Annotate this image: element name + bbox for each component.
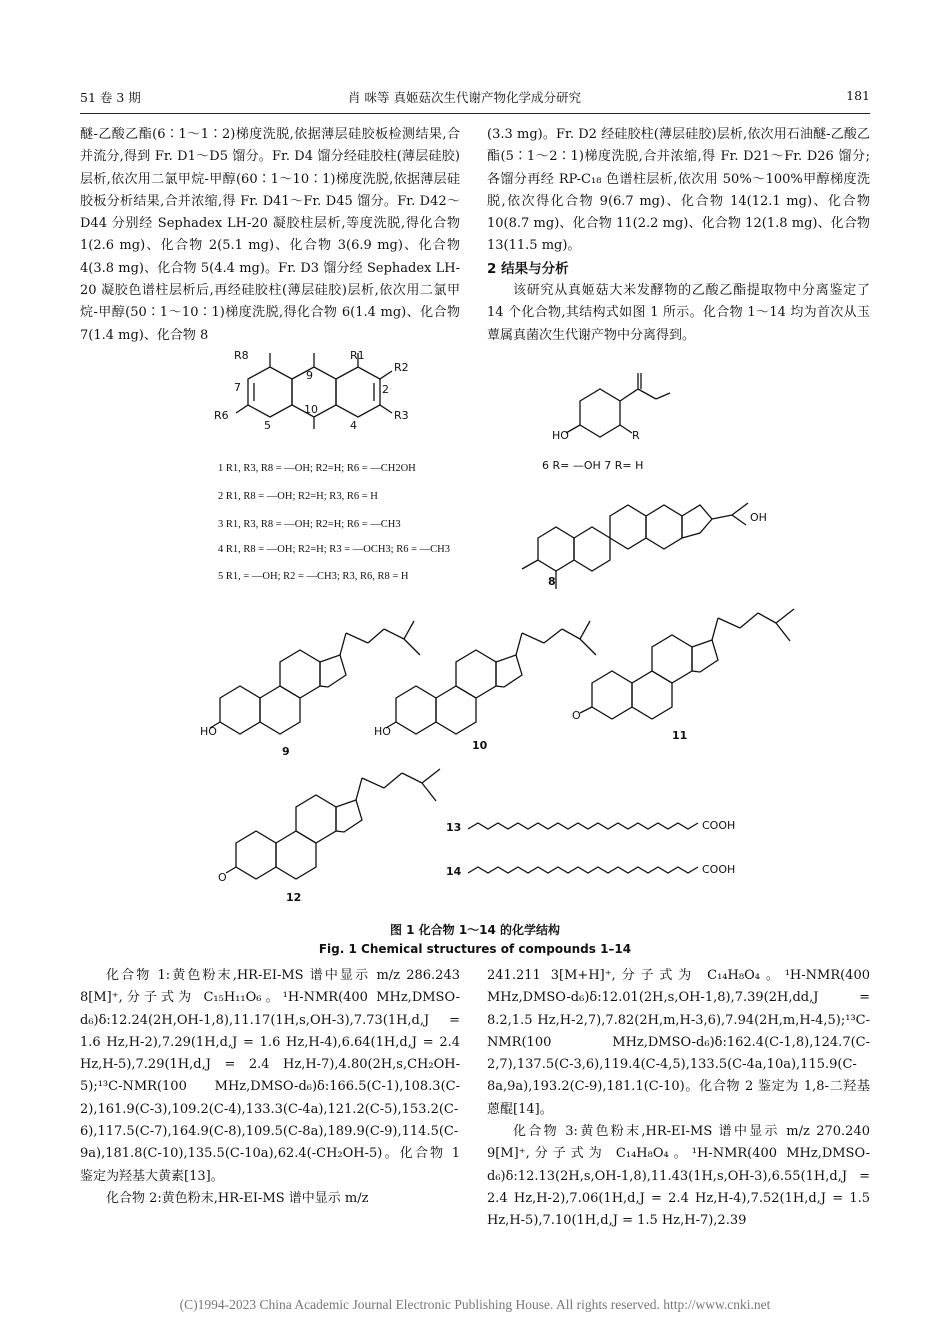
left-column-bottom [80, 965, 460, 1210]
compound-number-13: 13 [446, 821, 462, 834]
fatty-acid-14 [468, 867, 698, 873]
sterone-structure-12 [226, 769, 440, 879]
paragraph-compound-2: 化合物 2:黄色粉末,HR-EI-MS 谱中显示 m/z [106, 1190, 369, 1206]
page-number: 181 [846, 88, 870, 103]
section-heading: 2 结果与分析 [487, 260, 569, 277]
paragraph: 醚-乙酸乙酯(6∶1～1∶2)梯度洗脱,依据薄层硅胶板检测结果,合并流分,得到 Fr. D1～D5 馏分。Fr. D4 馏分经硅胶柱(薄层硅胶)层析,依次用二氯甲烷-甲醇(60∶1～10∶1)梯度洗脱,依据薄层硅胶板分析结果,合并浓缩,得 Fr. D41～Fr. D45 馏分。Fr. D42～D44 分别经 Sephadex LH-20 凝胶柱层析,等度洗脱,得化合物 1(2.6 mg)、化合物 2(5.1 mg)、化合物 3(6.9 mg)、化合物 4(3.8 mg)、化合物 5(4.4 mg)。Fr. D3 馏分经 Sephadex LH-20 凝胶色谱柱层析后,再经硅胶柱(薄层硅胶)层析,依次用二氯甲烷-甲醇(50∶1～10∶1)梯度洗脱,得化合物 6(1.4 mg)、化合物 7(1.4 mg)、化合物 8 [80, 127, 460, 343]
compound-number-9: 9 [282, 745, 290, 758]
compound-6-7-substituents: 6 R= —OH 7 R= H [542, 459, 644, 472]
paragraph-compound-2-cont: 241.211 3[M+H]⁺,分子式为 C₁₄H₈O₄。¹H-NMR(400 MHz,DMSO-d₆)δ:12.01(2H,s,OH-1,8),7.39(2H,dd,J = 8.2,1.5 Hz,H-2,7),7.82(2H,m,H-3,6),7.94(2H,m,H-4,5);¹³C-NMR(100 MHz,DMSO-d₆)δ:162.4(C-1,8),124.7(C-2,7),137.5(C-3,6),119.4(C-4,5),133.5(C-4a,10a),115.9(C-8a,9a),193.2(C-9),181.1(C-10)。化合物 2 鉴定为 1,8-二羟基蒽醌[14]。 [487, 968, 870, 1117]
paragraph-compound-1: 化合物 1:黄色粉末,HR-EI-MS 谱中显示 m/z 286.243 8[M]⁺,分子式为 C₁₅H₁₁O₆。¹H-NMR(400 MHz,DMSO-d₆)δ:12.24(2H,OH-1,8),11.17(1H,s,OH-3),7.73(1H,d,J = 1.6 Hz,H-2),7.29(1H,d,J = 1.6 Hz,H-4),6.64(1H,d,J = 2.4 Hz,H-5),7.29(1H,d,J = 2.4 Hz,H-7),4.80(2H,s,CH₂OH-5);¹³C-NMR(100 MHz,DMSO-d₆)δ:166.5(C-1),108.3(C-2),161.9(C-3),109.2(C-4),133.3(C-4a),121.2(C-5),153.2(C-6),117.5(C-7),164.9(C-8),109.5(C-8a),189.9(C-9),114.5(C-9a),181.8(C-10),135.5(C-10a),62.4(-CH₂OH-5)。化合物 1 鉴定为羟基大黄素[13]。 [80, 968, 460, 1184]
label-ho-9: HO [200, 725, 217, 738]
paragraph-compound-3: 化合物 3:黄色粉末,HR-EI-MS 谱中显示 m/z 270.240 9[M]⁺,分子式为 C₁₄H₈O₄。¹H-NMR(400 MHz,DMSO-d₆)δ:12.13(2H,s,OH-1,8),11.43(1H,s,OH-3),6.55(1H,d,J = 2.4 Hz,H-2),7.06(1H,d,J = 2.4 Hz,H-4),7.52(1H,d,J = 1.5 Hz,H-5),7.10(1H,d,J = 1.5 Hz,H-7),2.39 [487, 1124, 870, 1229]
right-column-bottom [487, 965, 870, 1233]
paragraph: (3.3 mg)。Fr. D2 经硅胶柱(薄层硅胶)层析,依次用石油醚-乙酸乙酯(5∶1～2∶1)梯度洗脱,合并浓缩,得 Fr. D21～Fr. D26 馏分;各馏分再经 RP-C₁₈ 色谱柱层析,依次用 50%～100%甲醇梯度洗脱,依次得化合物 9(6.7 mg)、化合物 14(12.1 mg)、化合物 10(8.7 mg)、化合物 11(2.2 mg)、化合物 12(1.8 mg)、化合物 13(11.5 mg)。 [487, 127, 870, 254]
right-column-top [487, 124, 870, 347]
label-r6: R6 [214, 409, 229, 422]
running-title: 肖 咪等 真姬菇次生代谢产物化学成分研究 [348, 90, 581, 105]
label-4: 4 [350, 419, 357, 432]
sterol-structure-10 [386, 621, 596, 734]
triterpene-structure-8 [522, 503, 748, 589]
header-rule [80, 113, 870, 114]
compound-number-10: 10 [472, 739, 488, 752]
sterol-structure-9 [210, 621, 420, 734]
compound-5-substituents: 5 R1, = —OH; R2 = —CH3; R3, R6, R8 = H [218, 571, 409, 582]
label-2: 2 [382, 383, 389, 396]
label-r2: R2 [394, 361, 409, 374]
label-r3: R3 [394, 409, 409, 422]
sterone-structure-11 [580, 609, 794, 719]
left-column-top [80, 124, 460, 347]
label-cooh-13: COOH [702, 819, 736, 832]
compound-number-14: 14 [446, 865, 462, 878]
paragraph: 该研究从真姬菇大米发酵物的乙酸乙酯提取物中分离鉴定了 14 个化合物,其结构式如图 1 所示。化合物 1～14 均为首次从玉蕈属真菌次生代谢产物中分离得到。 [487, 283, 870, 343]
fatty-acid-13 [468, 823, 698, 829]
compound-3-substituents: 3 R1, R3, R8 = —OH; R2=H; R6 = —CH3 [218, 519, 401, 530]
compound-1-substituents: 1 R1, R3, R8 = —OH; R2=H; R6 = —CH2OH [218, 463, 416, 474]
label-r-benzoate: R [632, 429, 640, 442]
label-r1: R1 [350, 349, 365, 362]
figure-caption-cn: 图 1 化合物 1～14 的化学结构 [389, 923, 561, 937]
label-o-11: O [572, 709, 581, 722]
label-9: 9 [306, 369, 313, 382]
figure-structures [200, 343, 900, 918]
label-ho-benzoate: HO [552, 429, 569, 442]
label-10: 10 [304, 403, 318, 416]
label-r8: R8 [234, 349, 249, 362]
compound-number-12: 12 [286, 891, 302, 904]
label-5: 5 [264, 419, 271, 432]
running-header [80, 88, 870, 108]
copyright-footer: (C)1994-2023 China Academic Journal Electronic Publishing House. All rights reserved. http://www.cnki.net [179, 1297, 771, 1312]
label-o-12: O [218, 871, 227, 884]
anthraquinone-structure [236, 353, 392, 429]
compound-number-11: 11 [672, 729, 688, 742]
journal-volume: 51 卷 3 期 [80, 90, 141, 105]
label-7: 7 [234, 381, 241, 394]
compound-4-substituents: 4 R1, R8 = —OH; R2=H; R3 = —OCH3; R6 = —CH3 [218, 544, 450, 555]
compound-2-substituents: 2 R1, R8 = —OH; R2=H; R3, R6 = H [218, 491, 378, 502]
compound-number-8: 8 [548, 575, 556, 588]
label-cooh-14: COOH [702, 863, 736, 876]
benzoate-structure [566, 373, 670, 437]
figure-caption-en: Fig. 1 Chemical structures of compounds 1–14 [318, 942, 632, 956]
label-ho-10: HO [374, 725, 391, 738]
label-oh-8: OH [750, 511, 767, 524]
